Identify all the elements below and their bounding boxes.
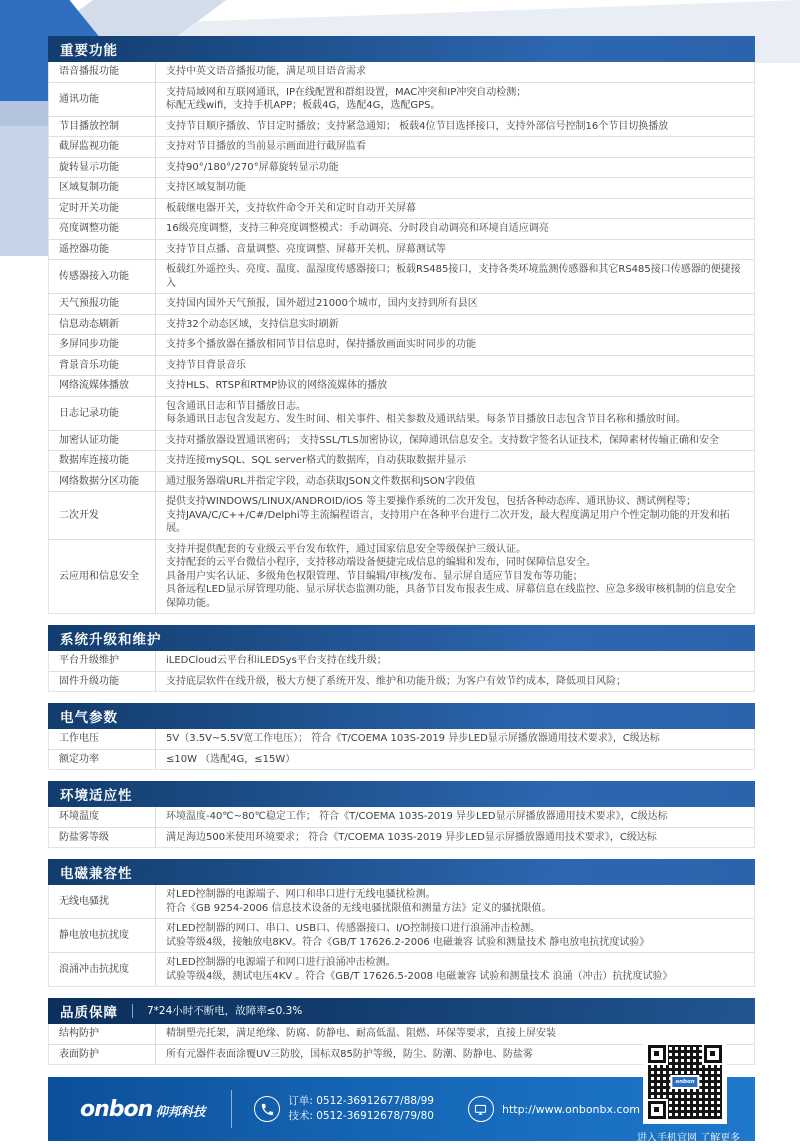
row-value	[155, 117, 754, 137]
row-value-line: 支持底层软件在线升级，极大方便了系统开发、维护和功能升级；为客户有效节约成本，降低项目风险；	[166, 675, 626, 687]
section-rows	[48, 807, 755, 848]
table-row	[49, 430, 754, 451]
row-value	[155, 199, 754, 219]
row-label: 通讯功能	[59, 93, 99, 105]
row-value-line: 支持对节目播放的当前显示画面进行截屏监看	[166, 141, 366, 152]
row-value-line: 环境温度-40℃~80℃稳定工作； 符合《T/COEMA 103S-2019 异步LED显示屏播放器通用技术要求》，C级达标	[166, 811, 668, 822]
row-value	[155, 651, 754, 671]
row-value	[155, 672, 754, 692]
tech-phone: 技术: 0512-36912678/79/80	[288, 1110, 434, 1122]
row-value-line: 支持节目背景音乐	[166, 359, 246, 371]
footer-bar	[48, 1077, 755, 1144]
row-value-line: 标配无线wifi，支持手机APP；板载4G，选配4G，选配GPS。	[166, 100, 441, 111]
section-rows	[48, 729, 755, 770]
table-row	[49, 177, 754, 198]
table-row	[49, 491, 754, 539]
row-value-line: 支持多个播放器在播放相同节目信息时，保持播放画面实时同步的功能	[166, 339, 476, 350]
row-value	[155, 335, 754, 355]
section-title: 品质保障	[60, 1005, 118, 1021]
row-value-line: 支持节目点播、音量调整、亮度调整、屏幕开关机、屏幕测试等	[166, 243, 446, 255]
row-value	[155, 260, 754, 293]
row-value-line: 支持局域网和互联网通讯，IP在线配置和群组设置，MAC冲突和IP冲突自动检测；	[166, 86, 527, 98]
phone-icon	[254, 1096, 280, 1122]
table-row	[49, 952, 754, 986]
section-rows	[48, 885, 755, 987]
row-label: 额定功率	[59, 753, 99, 765]
row-value-line: 试验等级4级，测试电压4KV 。符合《GB/T 17626.5-2008 电磁兼容 试验和测量技术 浪涌（冲击）抗扰度试验》	[166, 970, 673, 982]
section-title: 环境适应性	[60, 788, 133, 804]
website-url[interactable]: http://www.onbonbx.com	[501, 1102, 641, 1116]
row-label: 遥控器功能	[59, 243, 109, 255]
table-row	[49, 218, 754, 239]
table-row	[49, 62, 754, 82]
row-label: 节目播放控制	[59, 120, 119, 132]
table-row	[49, 259, 754, 293]
row-value-line: 16级亮度调整，支持三种亮度调整模式：手动调亮、分时段自动调亮和环境自适应调亮	[166, 223, 549, 234]
spec-section	[48, 703, 755, 770]
table-row	[49, 157, 754, 178]
row-value	[155, 729, 754, 749]
row-label: 环境温度	[59, 811, 99, 823]
row-value	[155, 953, 754, 986]
row-value	[155, 83, 754, 116]
row-label: 加密认证功能	[59, 434, 119, 446]
row-value-line: 支持90°/180°/270°屏幕旋转显示功能	[166, 161, 339, 173]
spec-sections	[48, 36, 755, 1065]
row-label: 背景音乐功能	[59, 359, 119, 371]
row-label: 信息动态刷新	[59, 318, 119, 330]
section-rows	[48, 651, 755, 692]
table-row	[49, 136, 754, 157]
table-row	[49, 396, 754, 430]
row-value-line: 符合《GB 9254-2006 信息技术设备的无线电骚扰限值和测量方法》定义的骚扰限值。	[166, 902, 552, 914]
row-value	[155, 919, 754, 952]
row-label: 表面防护	[59, 1048, 99, 1060]
table-row	[49, 807, 754, 827]
qr-caption: 进入手机官网 了解更多	[637, 1133, 741, 1144]
qr-finder-icon	[648, 1045, 666, 1063]
table-row	[49, 827, 754, 848]
row-label: 旋转显示功能	[59, 161, 119, 173]
row-value-line: 支持中英文语音播报功能，满足项目语音需求	[166, 66, 366, 77]
row-value-line: 满足海边500米使用环境要求； 符合《T/COEMA 103S-2019 异步LED显示屏播放器通用技术要求》，C级达标	[166, 831, 657, 843]
row-label: 日志记录功能	[59, 407, 119, 419]
row-value	[155, 807, 754, 827]
section-title: 重要功能	[60, 43, 118, 59]
row-label: 结构防护	[59, 1028, 99, 1040]
row-label: 区域复制功能	[59, 182, 119, 194]
row-value-line: 支持JAVA/C/C++/C#/Delphi等主流编程语言，支持用户在各种平台进行二次开发，最大程度满足用户个性定制功能的开发和拓展。	[166, 509, 730, 534]
row-value-line: 对LED控制器的电源端子、网口和串口进行无线电骚扰检测。	[166, 889, 436, 900]
row-value	[155, 356, 754, 376]
table-row	[49, 450, 754, 471]
row-label: 网络数据分区功能	[59, 475, 139, 487]
row-value	[155, 315, 754, 335]
row-value	[155, 178, 754, 198]
section-rows	[48, 62, 755, 614]
qr-block	[637, 1040, 741, 1144]
section-header	[48, 859, 755, 885]
row-value	[155, 451, 754, 471]
table-row	[49, 116, 754, 137]
row-value	[155, 492, 754, 539]
row-value-line: 试验等级4级，接触放电8KV。符合《GB/T 17626.2-2006 电磁兼容 试验和测量技术 静电放电抗扰度试验》	[166, 936, 650, 948]
table-row	[49, 375, 754, 396]
table-row	[49, 651, 754, 671]
qr-code[interactable]	[643, 1040, 727, 1124]
qr-finder-icon	[648, 1101, 666, 1119]
row-value-line: 提供支持WINDOWS/LINUX/ANDROID/iOS 等主要操作系统的二次开发包，包括各种动态库、通讯协议、测试例程等；	[166, 496, 697, 507]
row-value	[155, 431, 754, 451]
row-label: 工作电压	[59, 733, 99, 745]
row-label: 定时开关功能	[59, 202, 119, 214]
website-contact	[468, 1096, 640, 1122]
row-value-line: 板载继电器开关，支持软件命令开关和定时自动开关屏幕	[166, 202, 416, 214]
table-row	[49, 239, 754, 260]
logo-cjk-name: 仰邦科技	[155, 1103, 206, 1119]
row-label: 数据库连接功能	[59, 455, 129, 467]
row-value-line: 5V（3.5V~5.5V宽工作电压）； 符合《T/COEMA 103S-2019 异步LED显示屏播放器通用技术要求》，C级达标	[166, 733, 660, 744]
row-value-line: 支持节目顺序播放、节目定时播放；支持紧急通知； 板载4位节目选择接口，支持外部信号控制16个节目切换播放	[166, 120, 669, 132]
row-value-line: 支持对播放器设置通讯密码； 支持SSL/TLS加密协议，保障通讯信息安全。支持数字签名认证技术，保障素材传输正确和安全	[166, 434, 719, 446]
row-value	[155, 294, 754, 314]
row-value-line: 支持国内国外天气预报，国外超过21000个城市，国内支持到所有县区	[166, 298, 478, 309]
qr-center-logo: onbon	[670, 1075, 699, 1089]
section-header	[48, 703, 755, 729]
row-value-line: iLEDCloud云平台和iLEDSys平台支持在线升级；	[166, 655, 387, 666]
table-row	[49, 918, 754, 952]
row-value	[155, 750, 754, 770]
row-value-line: 对LED控制器的电源端子和网口进行浪涌冲击检测。	[166, 957, 396, 968]
row-value-line: 支持配套的云平台微信小程序，支持移动端设备便捷完成信息的编辑和发布，同时保障信息安全。	[166, 557, 596, 568]
row-label: 天气预报功能	[59, 298, 119, 310]
row-value-line: 支持并提供配套的专业级云平台发布软件，通过国家信息安全等级保护三级认证。	[166, 543, 526, 555]
table-row	[49, 198, 754, 219]
row-label: 传感器接入功能	[59, 271, 129, 282]
table-row	[49, 82, 754, 116]
row-value-line: 对LED控制器的网口、串口、USB口、传感器接口、I/O控制接口进行浪涌冲击检测。	[166, 923, 541, 934]
spec-section	[48, 625, 755, 692]
table-row	[49, 471, 754, 492]
row-value	[155, 472, 754, 492]
section-header	[48, 998, 755, 1024]
phone-contact	[254, 1094, 434, 1124]
row-value	[155, 397, 754, 430]
section-header	[48, 781, 755, 807]
section-title: 电磁兼容性	[60, 866, 133, 882]
spec-section	[48, 36, 755, 614]
row-value	[155, 240, 754, 260]
row-label: 网络流媒体播放	[59, 380, 129, 392]
table-row	[49, 885, 754, 918]
row-value-line: 所有元器件表面涂覆UV三防胶，国标双85防护等级，防尘、防潮、防静电、防盐雾	[166, 1048, 533, 1060]
row-value-line: 通过服务器端URL并指定字段，动态获取JSON文件数据和JSON字段值	[166, 475, 476, 487]
spec-section	[48, 781, 755, 848]
row-value-line: ≤10W （选配4G，≤15W）	[166, 753, 296, 765]
row-value-line: 每条通讯日志包含发起方、发生时间、相关事件、相关参数及通讯结果。每条节目播放日志包含节目名称和播放时间。	[166, 414, 686, 425]
table-row	[49, 334, 754, 355]
row-label: 浪涌冲击抗扰度	[59, 964, 129, 975]
row-value-line: 包含通讯日志和节目播放日志。	[166, 400, 306, 412]
row-value-line: 支持32个动态区域，支持信息实时刷新	[166, 318, 339, 330]
section-header	[48, 625, 755, 651]
row-label: 语音播报功能	[59, 66, 119, 78]
row-value-line: 精制塑壳托架，满足绝缘、防腐、防静电、耐高低温、阻燃、环保等要求，直接上屏安装	[166, 1028, 556, 1039]
row-value-line: 支持HLS、RTSP和RTMP协议的网络流媒体的播放	[166, 380, 388, 391]
row-label: 亮度调整功能	[59, 223, 119, 235]
row-value	[155, 376, 754, 396]
table-row	[49, 293, 754, 314]
row-label: 固件升级功能	[59, 675, 119, 687]
footer-divider	[231, 1090, 232, 1128]
order-phone: 订单: 0512-36912677/88/99	[288, 1095, 434, 1107]
row-value	[155, 885, 754, 918]
company-logo	[80, 1097, 205, 1122]
row-value	[155, 540, 754, 614]
row-value	[155, 158, 754, 178]
section-header	[48, 36, 755, 62]
table-row	[49, 749, 754, 770]
logo-wordmark: onbon	[80, 1096, 153, 1122]
row-label: 二次开发	[59, 509, 99, 521]
section-title: 电气参数	[60, 710, 118, 726]
monitor-icon	[468, 1096, 494, 1122]
table-row	[49, 314, 754, 335]
row-value	[155, 137, 754, 157]
row-label: 截屏监视功能	[59, 141, 119, 153]
section-title: 系统升级和维护	[60, 632, 162, 648]
table-row	[49, 729, 754, 749]
row-label: 防盐雾等级	[59, 831, 109, 843]
row-label: 静电放电抗扰度	[59, 930, 129, 941]
spec-section	[48, 859, 755, 987]
row-label: 云应用和信息安全	[59, 570, 139, 582]
row-value	[155, 62, 754, 82]
section-subtitle: 7*24小时不断电，故障率≤0.3%	[132, 1004, 302, 1018]
row-label: 平台升级维护	[59, 655, 119, 667]
row-value-line: 具备用户实名认证、多级角色权限管理、节目编辑/审核/发布、显示屏自适应节目发布等功能；	[166, 570, 583, 582]
row-value-line: 具备远程LED显示屏管理功能、显示屏状态监测功能，具备节目发布报表生成、屏幕信息在线监控、应急多级审核机制的信息安全保障功能。	[166, 584, 736, 609]
row-value-line: 支持区域复制功能	[166, 182, 246, 193]
row-label: 无线电骚扰	[59, 896, 109, 907]
row-value	[155, 219, 754, 239]
table-row	[49, 671, 754, 692]
qr-finder-icon	[704, 1045, 722, 1063]
row-label: 多屏同步功能	[59, 339, 119, 351]
table-row	[49, 539, 754, 614]
row-value-line: 支持连接mySQL、SQL server格式的数据库，自动获取数据并显示	[166, 455, 467, 466]
table-row	[49, 355, 754, 376]
row-value	[155, 828, 754, 848]
row-value-line: 板载红外遥控头、亮度、温度、温湿度传感器接口；板载RS485接口，支持各类环境监测传感器和其它RS485接口传感器的便捷接入	[166, 264, 741, 289]
